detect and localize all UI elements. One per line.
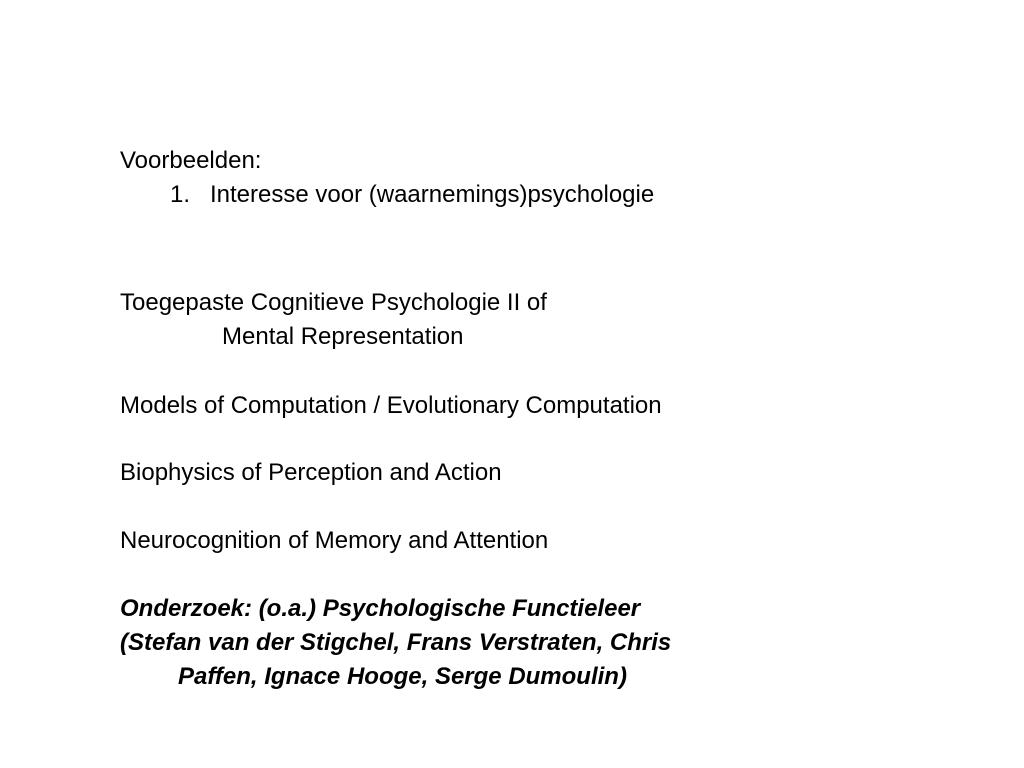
course-3: Biophysics of Perception and Action [120, 459, 502, 486]
course-2: Models of Computation / Evolutionary Computation [120, 392, 662, 419]
research-heading: Onderzoek: (o.a.) Psychologische Functieleer [120, 595, 641, 622]
list-item-1 [170, 178, 654, 212]
research-people-line-1: (Stefan van der Stigchel, Frans Verstraten, Chris [120, 629, 672, 656]
course-1-subtitle: Mental Representation [222, 323, 464, 350]
course-4: Neurocognition of Memory and Attention [120, 527, 549, 554]
research-people-line-2: Paffen, Ignace Hooge, Serge Dumoulin) [178, 663, 627, 690]
list-item-number: 1. [170, 181, 191, 208]
course-1-title: Toegepaste Cognitieve Psychologie II of [120, 289, 547, 316]
examples-heading: Voorbeelden: [120, 147, 262, 174]
list-item-text: Interesse voor (waarnemings)psychologie [210, 181, 655, 208]
